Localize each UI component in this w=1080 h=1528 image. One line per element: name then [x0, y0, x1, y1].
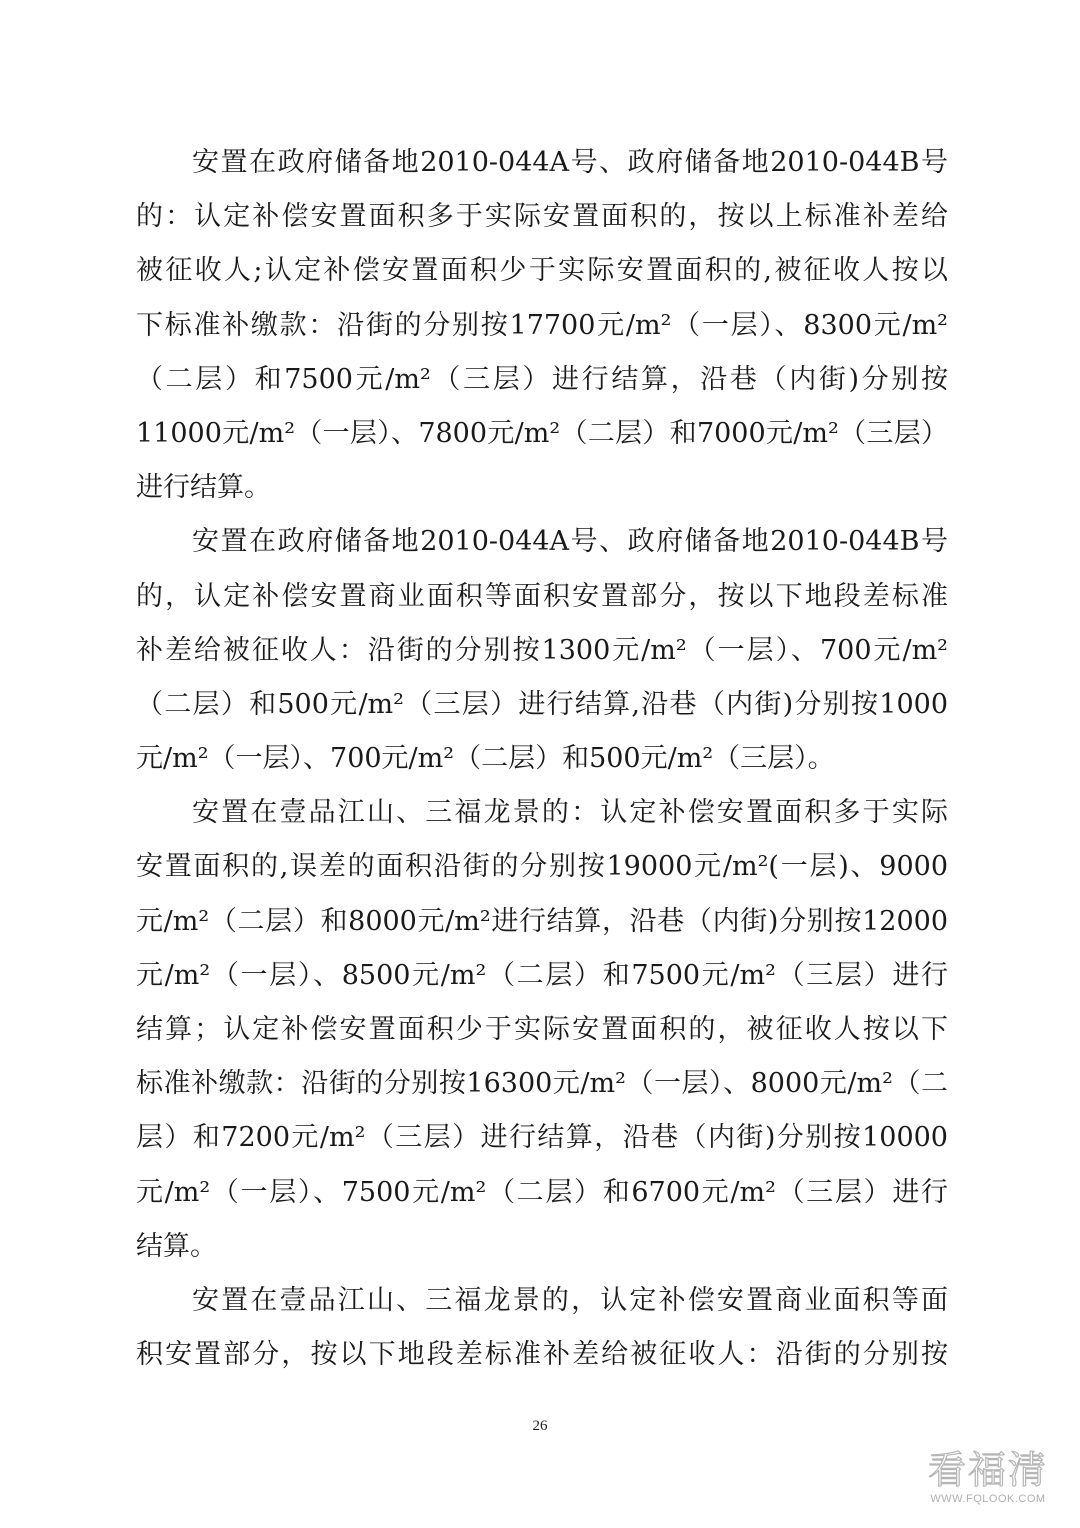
text-line: 标准补缴款：沿街的分别按16300元/m²（一层）、8000元/m²（二: [136, 1068, 948, 1100]
text-line: 元/m²（一层）、8500元/m²（二层）和7500元/m²（三层）进行: [136, 959, 948, 991]
body-text: [136, 136, 948, 1382]
text-line: 层）和7200元/m²（三层）进行结算，沿巷（内街)分别按10000: [136, 1122, 948, 1154]
text-line: 被征收人;认定补偿安置面积少于实际安置面积的,被征收人按以: [136, 255, 948, 287]
text-line: 元/m²（一层）、7500元/m²（二层）和6700元/m²（三层）进行: [136, 1176, 948, 1208]
text-line: 安置在壹品江山、三福龙景的：认定补偿安置面积多于实际: [192, 797, 948, 829]
paragraph: [136, 136, 948, 515]
text-line: （二层）和7500元/m²（三层）进行结算，沿巷（内街)分别按: [136, 363, 948, 395]
text-line: 元/m²（一层）、700元/m²（二层）和500元/m²（三层）。: [136, 743, 835, 775]
paragraph: [136, 786, 948, 1274]
text-line: 的：认定补偿安置面积多于实际安置面积的，按以上标准补差给: [136, 201, 948, 233]
text-line: 进行结算。: [136, 472, 271, 504]
text-line: 积安置部分，按以下地段差标准补差给被征收人：沿街的分别按: [136, 1339, 948, 1371]
text-line: 下标准补缴款：沿街的分别按17700元/m²（一层）、8300元/m²: [136, 309, 948, 341]
text-line: 安置在壹品江山、三福龙景的，认定补偿安置商业面积等面: [192, 1284, 948, 1316]
text-line: （二层）和500元/m²（三层）进行结算,沿巷（内街)分别按1000: [136, 688, 948, 720]
paragraph: [136, 515, 948, 786]
watermark-url: WWW.FQLOOK.COM: [930, 1493, 1046, 1505]
paragraph: [136, 1274, 948, 1382]
text-line: 11000元/m²（一层）、7800元/m²（二层）和7000元/m²（三层）: [136, 417, 948, 449]
text-line: 安置面积的,误差的面积沿街的分别按19000元/m²(一层)、9000: [136, 851, 948, 883]
text-line: 补差给被征收人：沿街的分别按1300元/m²（一层）、700元/m²: [136, 634, 948, 666]
text-line: 元/m²（二层）和8000元/m²进行结算，沿巷（内街)分别按12000: [136, 905, 948, 937]
site-watermark: [918, 1448, 1058, 1506]
page-number: 26: [532, 1418, 548, 1434]
watermark-logo: 看福清: [927, 1448, 1048, 1492]
text-line: 安置在政府储备地2010-044A号、政府储备地2010-044B号: [192, 526, 948, 558]
text-line: 结算；认定补偿安置面积少于实际安置面积的，被征收人按以下: [136, 1014, 948, 1045]
text-line: 安置在政府储备地2010-044A号、政府储备地2010-044B号: [192, 147, 948, 178]
text-line: 的，认定补偿安置商业面积等面积安置部分，按以下地段差标准: [136, 580, 948, 612]
text-line: 结算。: [136, 1230, 217, 1262]
